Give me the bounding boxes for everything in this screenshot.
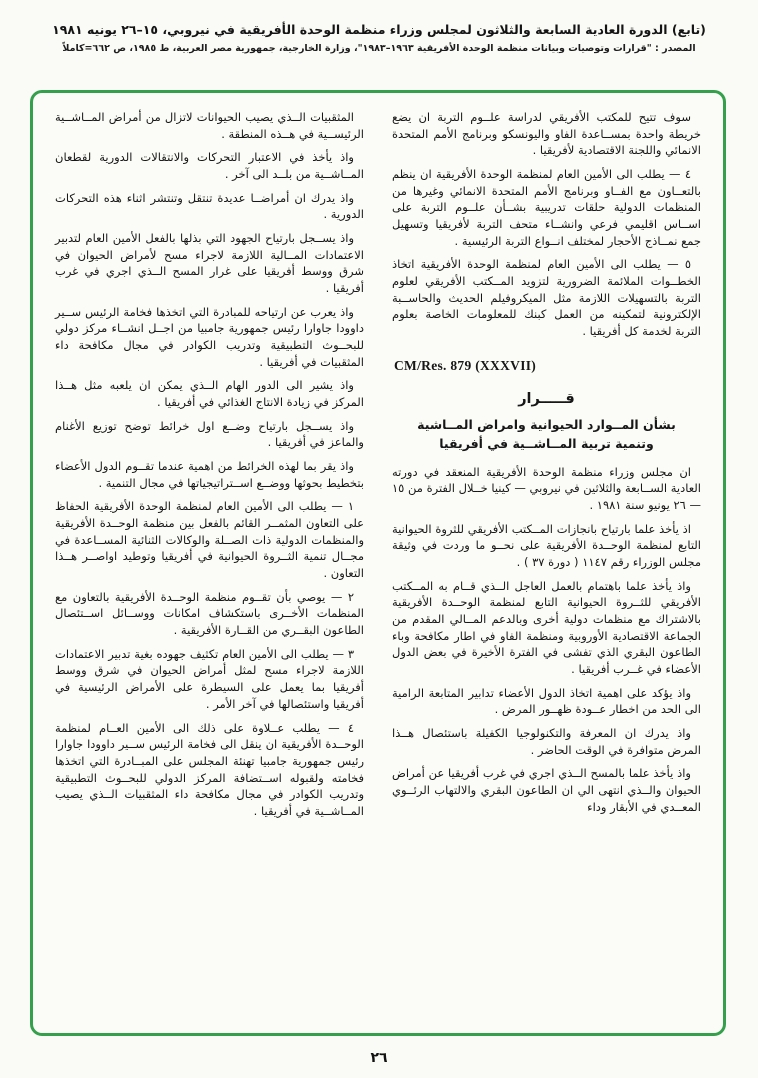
- paragraph: ٤ — يطلب الى الأمين العام لمنظمة الوحدة الأفريقية ان ينظم بالتعــاون مع الفــاو وبرنامج الأمم المتحدة الانمائي وغيرها من المنظمات الدولية حلقات تدريبية بشــأن علــوم التربة على اســاس اقليمي فرعي وانشــاء متحف التربة لأفريقيا وتسهيل جمع نمــاذج الأحجار لمختلف انــواع التربة الرئيسية .: [392, 167, 701, 248]
- paragraph: واذ يســجل بارتياح وضــع اول خرائط توضح توزيع الأغنام والماعز في أفريقيا .: [55, 418, 364, 450]
- paragraph: واذ يأخذ علما باهتمام بالعمل العاجل الــذي قــام به المــكتب الأفريقي للثــروة الحيوانية التابع لمنظمة الوحــدة الأفريقية بالاشتراك مع منظمات دولية أخرى وبالدعم المــالي المقدم من الجماعة الاقتصادية الأوروبية ومنظمة الفاو في اطار مكافحة وباء الطاعون البقري الذي تفشى في الفترة الأخيرة في بعض الدول الأعضاء في غــرب أفريقيا .: [392, 578, 701, 676]
- paragraph: واذ يدرك ان أمراضــا عديدة تنتقل وتنتشر اثناء هذه التحركات الدورية .: [55, 190, 364, 222]
- paragraph: واذ يؤكد على اهمية اتخاذ الدول الأعضاء تدابير المتابعة الرامية الى الحد من اخطار عــودة ظهــور المرض .: [392, 685, 701, 717]
- paragraph: ٥ — يطلب الى الأمين العام لمنظمة الوحدة الأفريقية اتخاذ الخطــوات الملائمة الضرورية لتزويد المــكتب الأفريقي لعلوم التربة بالتسهيلات اللازمة مثل الميكروفيلم الحديث والحاســبة الإلكترونية لتمكينه من العمل كبنك للمعلومات الخاصة بعلوم التربة لخدمة كل أفريقيا .: [392, 257, 701, 339]
- paragraph: اذ يأخذ علما بارتياح بانجازات المــكتب الأفريقي للثروة الحيوانية التابع لمنظمة الوحــدة الأفريقية على نحــو ما وردت في وثيقة مجلس الوزراء رقم ١١٤٧ ( دورة ٣٧ ) .: [392, 521, 701, 569]
- document-frame: [30, 90, 726, 1036]
- paragraph: ١ — يطلب الى الأمين العام لمنظمة الوحدة الأفريقية الحفاظ على التعاون المثمــر القائم بالفعل بين منظمة الوحــدة الأفريقية والمنظمات الدولية ذات الصــلة والوكالات الثنائية المســاعدة في مجــال تنمية الثــروة الحيوانية في أفريقيا وتوطيد اواصــر هــذا التعاون .: [55, 499, 364, 581]
- resolution-subtitle-2: وتنمية تربية المــاشــية في أفريقيا: [439, 436, 654, 452]
- page-header: [0, 0, 758, 54]
- paragraph: ٤ — يطلب عــلاوة على ذلك الى الأمين العــام لمنظمة الوحــدة الأفريقية ان ينقل الى فخامة الرئيس ســير داوودا جاوارا رئيس جمهورية جامبيا تهنئة المجلس على المبــادرة التي اتخذها فخامته ولقبوله اســتضافة المركز الدولي للبحــوث التطبيقية وتدريب الكوادر في مجال مكافحة داء المثقبيات الــذي يصيب المــاشــية في أفريقيا .: [55, 720, 364, 818]
- paragraph: واذ يشير الى الدور الهام الــذي يمكن ان يلعبه مثل هــذا المركز في زيادة الانتاج الغذائي في أفريقيا .: [55, 378, 364, 410]
- paragraph: واذ يأخذ علما بالمسح الــذي اجري في غرب أفريقيا عن أمراض الحيوان والــذي انتهى الي ان الطاعون البقري والالتهاب الرئــوي المعــدي في الأبقار وداء: [392, 766, 701, 814]
- two-column-layout: [55, 109, 701, 1021]
- paragraph: ٣ — يطلب الى الأمين العام تكثيف جهوده بغية تدبير الاعتمادات اللازمة لاجراء مسح لمثل أمراض الحيوان في شرق ووسط أفريقيا بما يعمل على السيطرة على الأمراض الرئيسية في أفريقيا واستئصالها في آخر الأمر .: [55, 646, 364, 711]
- right-column: [392, 109, 701, 1021]
- paragraph: واذ يأخذ في الاعتبار التحركات والانتقالات الدورية لقطعان المــاشــية من بلــد الى آخر .: [55, 150, 364, 182]
- paragraph: واذ يدرك ان المعرفة والتكنولوجيا الكفيلة باستئصال هــذا المرض متوافرة في الوقت الحاضر .: [392, 725, 701, 757]
- header-session-title: (تابع) الدورة العادية السابعة والثلاثون لمجلس وزراء منظمة الوحدة الأفريقية في نيروبي، ١٥–٢٦ يونيه ١٩٨١: [52, 22, 706, 37]
- header-source-note: المصدر : "قرارات وتوصيات وبيانات منظمة الوحدة الأفريقية ١٩٦٣–١٩٨٣"، وزارة الخارجية، جمهورية مصر العربية، ط ١٩٨٥، ص ٦٦٢=كاملاً: [62, 43, 696, 54]
- paragraph: واذ يقر بما لهذه الخرائط من اهمية عندما تقــوم الدول الأعضاء بتخطيط بحوثها ووضــع اســتراتيجياتها في مجال التنمية .: [55, 459, 364, 490]
- paragraph: واذ يســجل بارتياح الجهود التي بذلها بالفعل الأمين العام لتدبير الاعتمادات المــالية اللازمة لاجراء مسح لأمراض الحيوان في شرق ووسط أفريقيا على غرار المسح الــذي اجري في غرب أفريقيا .: [55, 231, 364, 296]
- resolution-reference: CM/Res. 879 (XXXVII): [394, 357, 537, 373]
- left-column: [55, 109, 364, 1021]
- paragraph: سوف تتيح للمكتب الأفريقي لدراسة علــوم التربة ان يضع خريطة واحدة بمســاعدة الفاو واليونسكو وبرنامج الأمم المتحدة الانمائي واللجنة الاقتصادية لأفريقيا .: [392, 110, 701, 158]
- paragraph: ان مجلس وزراء منظمة الوحدة الأفريقية المنعقد في دورته العادية الســابعة والثلاثين في نيروبي — كينيا خــلال الفترة من ١٥ — ٢٦ يونيو سنة ١٩٨١ .: [392, 464, 701, 512]
- page-number: ٢٦: [370, 1050, 388, 1066]
- resolution-title: قـــــرار: [518, 391, 575, 408]
- paragraph: واذ يعرب عن ارتياحه للمبادرة التي اتخذها فخامة الرئيس ســير داوودا جاوارا رئيس جمهورية جامبيا من اجــل انشــاء مركز دولي للبحــوث التطبيقية وتدريب الكوادر في مجال مكافحة داء المثقبيات في أفريقيا .: [55, 304, 364, 369]
- paragraph: المثقبيات الــذي يصيب الحيوانات لاتزال من أمراض المــاشــية الرئيســية في هــذه المنطقة .: [55, 110, 364, 141]
- paragraph: ٢ — يوصي بأن تقــوم منظمة الوحــدة الأفريقية بالتعاون مع المنظمات الأخــرى باستكشاف امكانات ووســائل اســتئصال الطاعون البقــري من القــارة الأفريقية .: [55, 589, 364, 638]
- resolution-subtitle-1: بشأن المــوارد الحيوانية وامراض المــاشية: [417, 417, 676, 433]
